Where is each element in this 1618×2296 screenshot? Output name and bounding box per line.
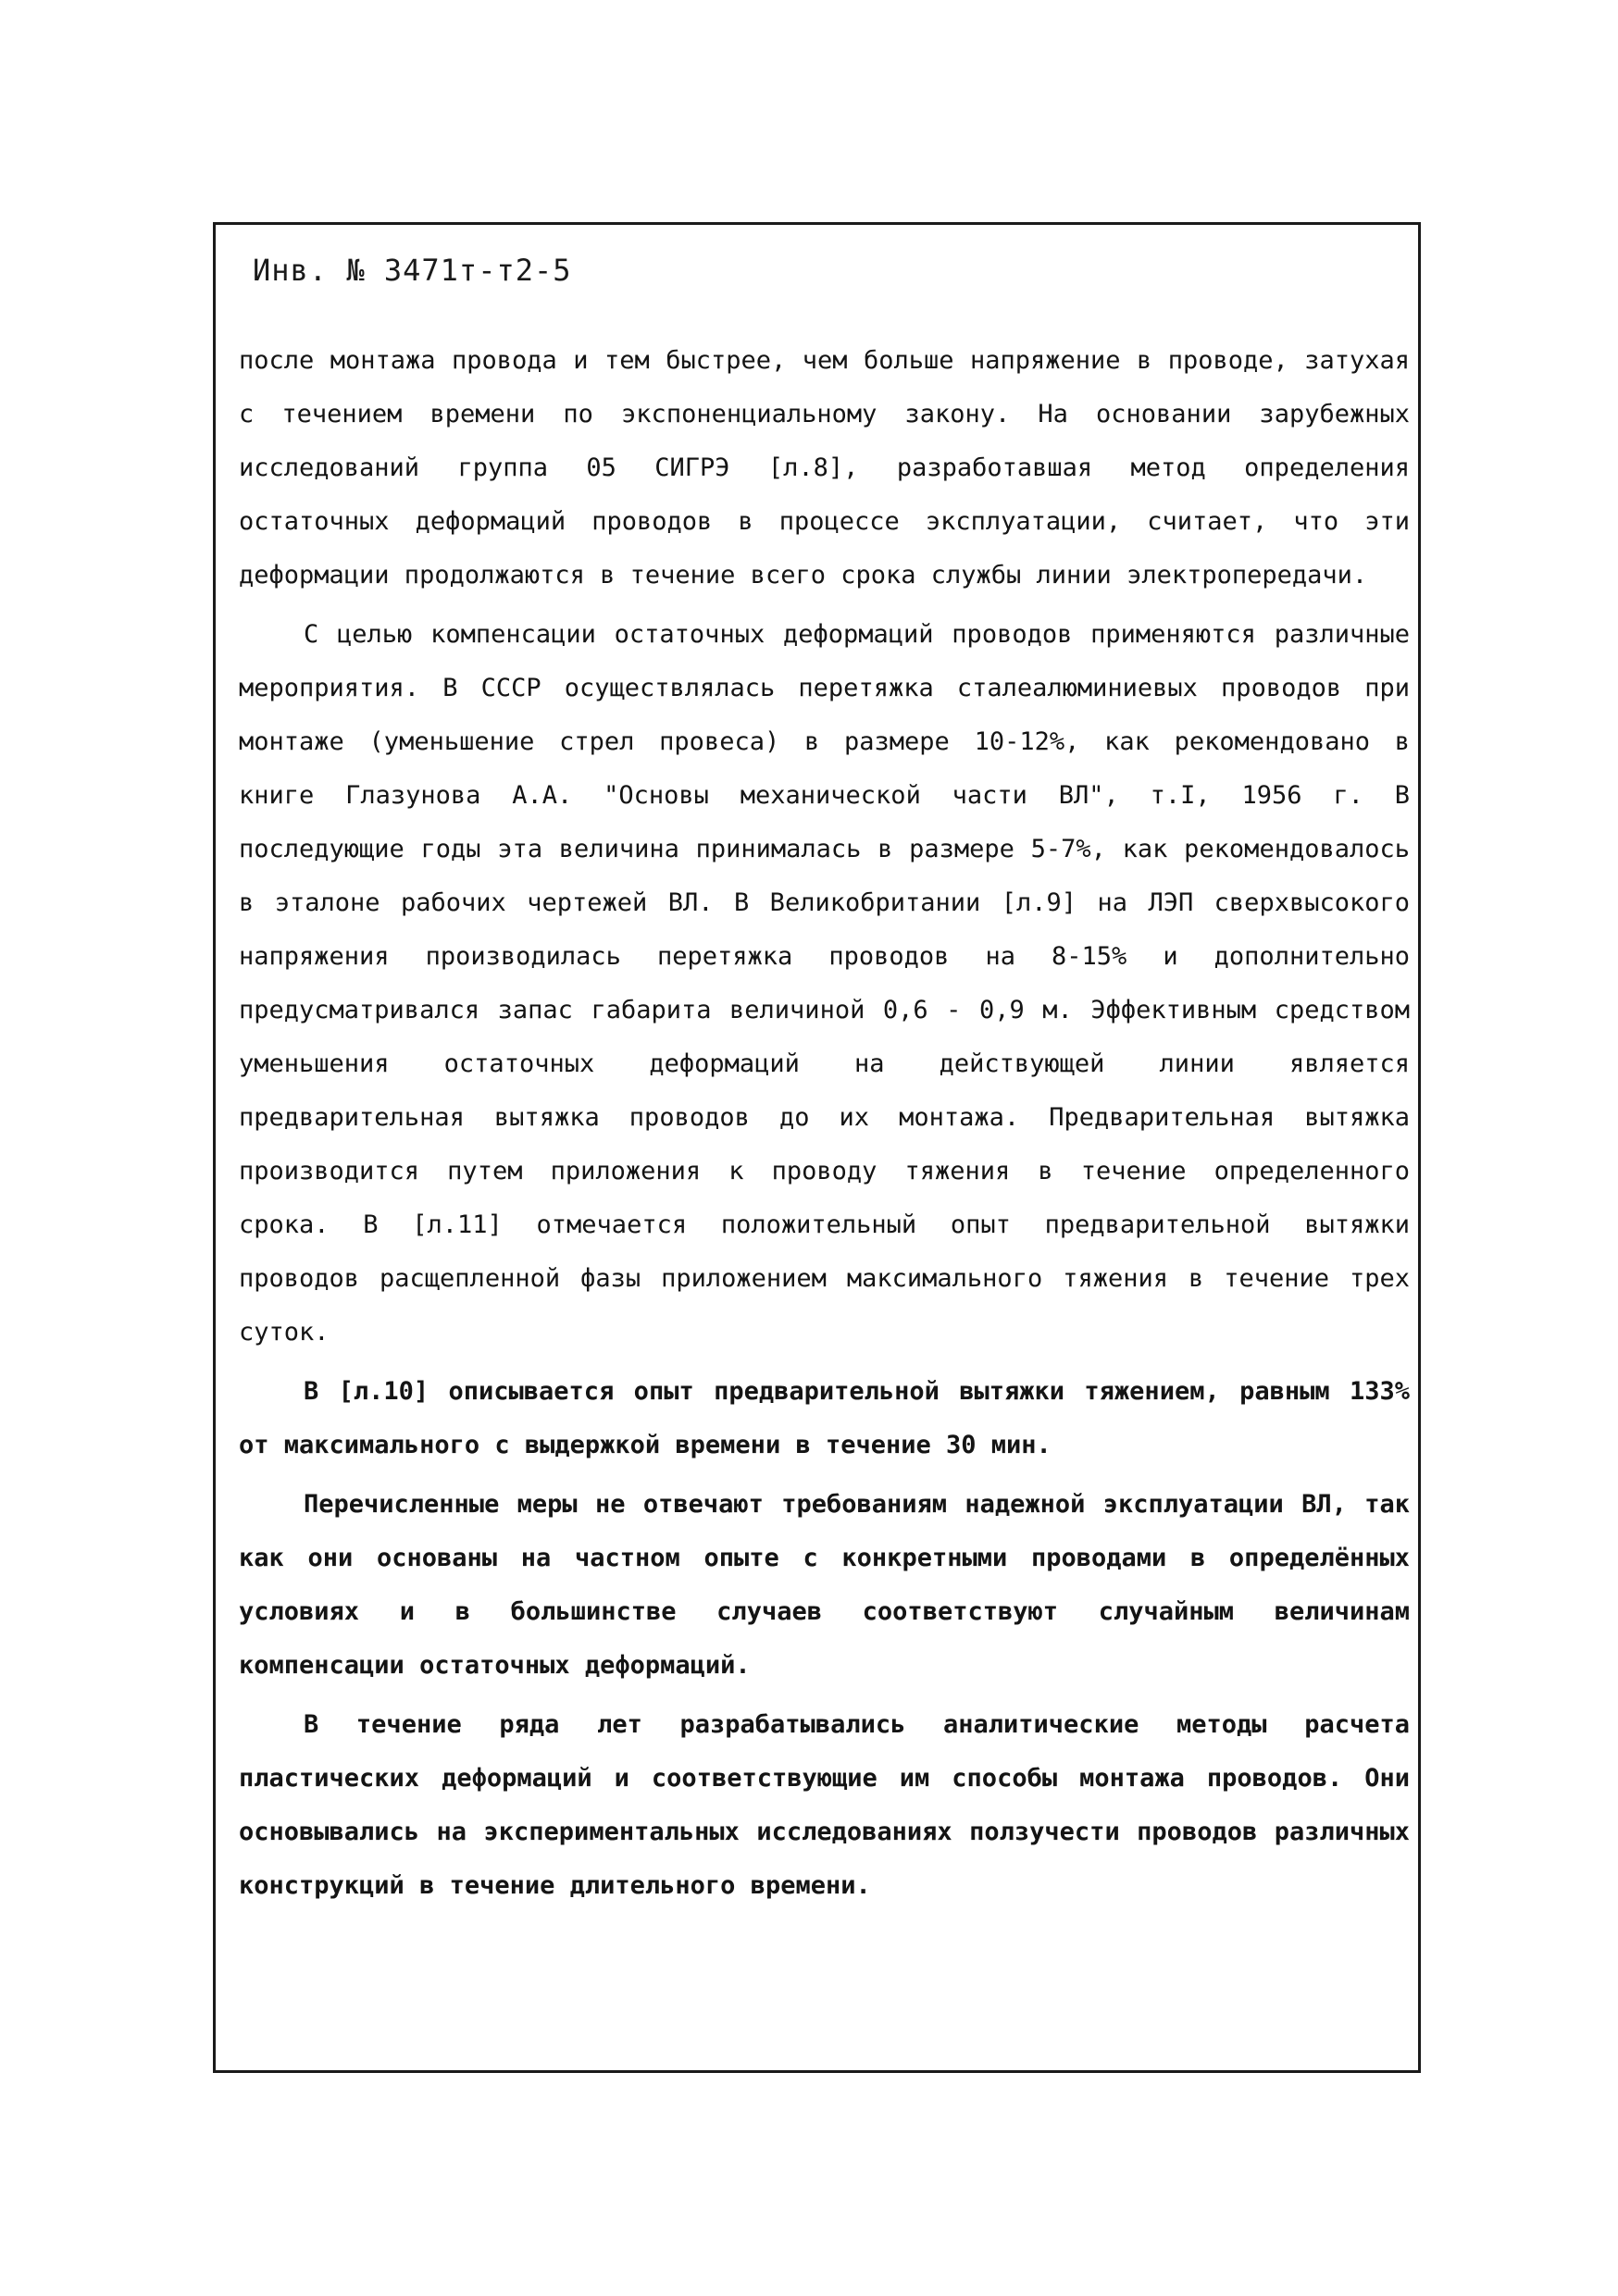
paragraph-4: Перечисленные меры не отвечают требованиям надежной эксплуатации ВЛ, так как они основаны на частном опыте с конкретными проводами в определённых условиях и в большинстве случаев соответствуют случайным величинам компенсации остаточных деформаций. xyxy=(239,1490,1410,1680)
paragraph-1: после монтажа провода и тем быстрее, чем больше напряжение в проводе, затухая с течением времени по экспоненциальному закону. На основании зарубежных исследований группа 05 СИГРЭ [л.8], разработавшая метод определения остаточных деформаций проводов в процессе эксплуатации, считает, что эти деформации продолжаются в течение всего срока службы линии электропередачи. xyxy=(239,346,1410,590)
paragraph-5: В течение ряда лет разрабатывались аналитические методы расчета пластических деформаций и соответствующие им способы монтажа проводов. Они основывались на экспериментальных исследованиях ползучести проводов различных конструкций в течение длительного времени. xyxy=(239,1710,1410,1900)
document-number: Инв. № 3471т-т2-5 xyxy=(253,253,572,288)
page-frame xyxy=(213,222,1421,2073)
paragraph-2: С целью компенсации остаточных деформаций проводов применяются различные мероприятия. В СССР осуществлялась перетяжка сталеалюминиевых проводов при монтаже (уменьшение стрел провеса) в размере 10-12%, как рекомендовано в книге Глазунова А.А. "Основы механической части ВЛ", т.I, 1956 г. В последующие годы эта величина принималась в размере 5-7%, как рекомендовалось в эталоне рабочих чертежей ВЛ. В Великобритании [л.9] на ЛЭП сверхвысокого напряжения производилась перетяжка проводов на 8-15% и дополнительно предусматривался запас габарита величиной 0,6 - 0,9 м. Эффективным средством уменьшения остаточных деформаций на действующей линии является предварительная вытяжка проводов до их монтажа. Предварительная вытяжка производится путем приложения к проводу тяжения в течение определенного срока. В [л.11] отмечается положительный опыт предварительной вытяжки проводов расщепленной фазы приложением максимального тяжения в течение трех суток. xyxy=(239,620,1410,1347)
paragraph-3: В [л.10] описывается опыт предварительной вытяжки тяжением, равным 133% от максимального с выдержкой времени в течение 30 мин. xyxy=(239,1377,1410,1459)
document-body xyxy=(239,334,1410,1913)
